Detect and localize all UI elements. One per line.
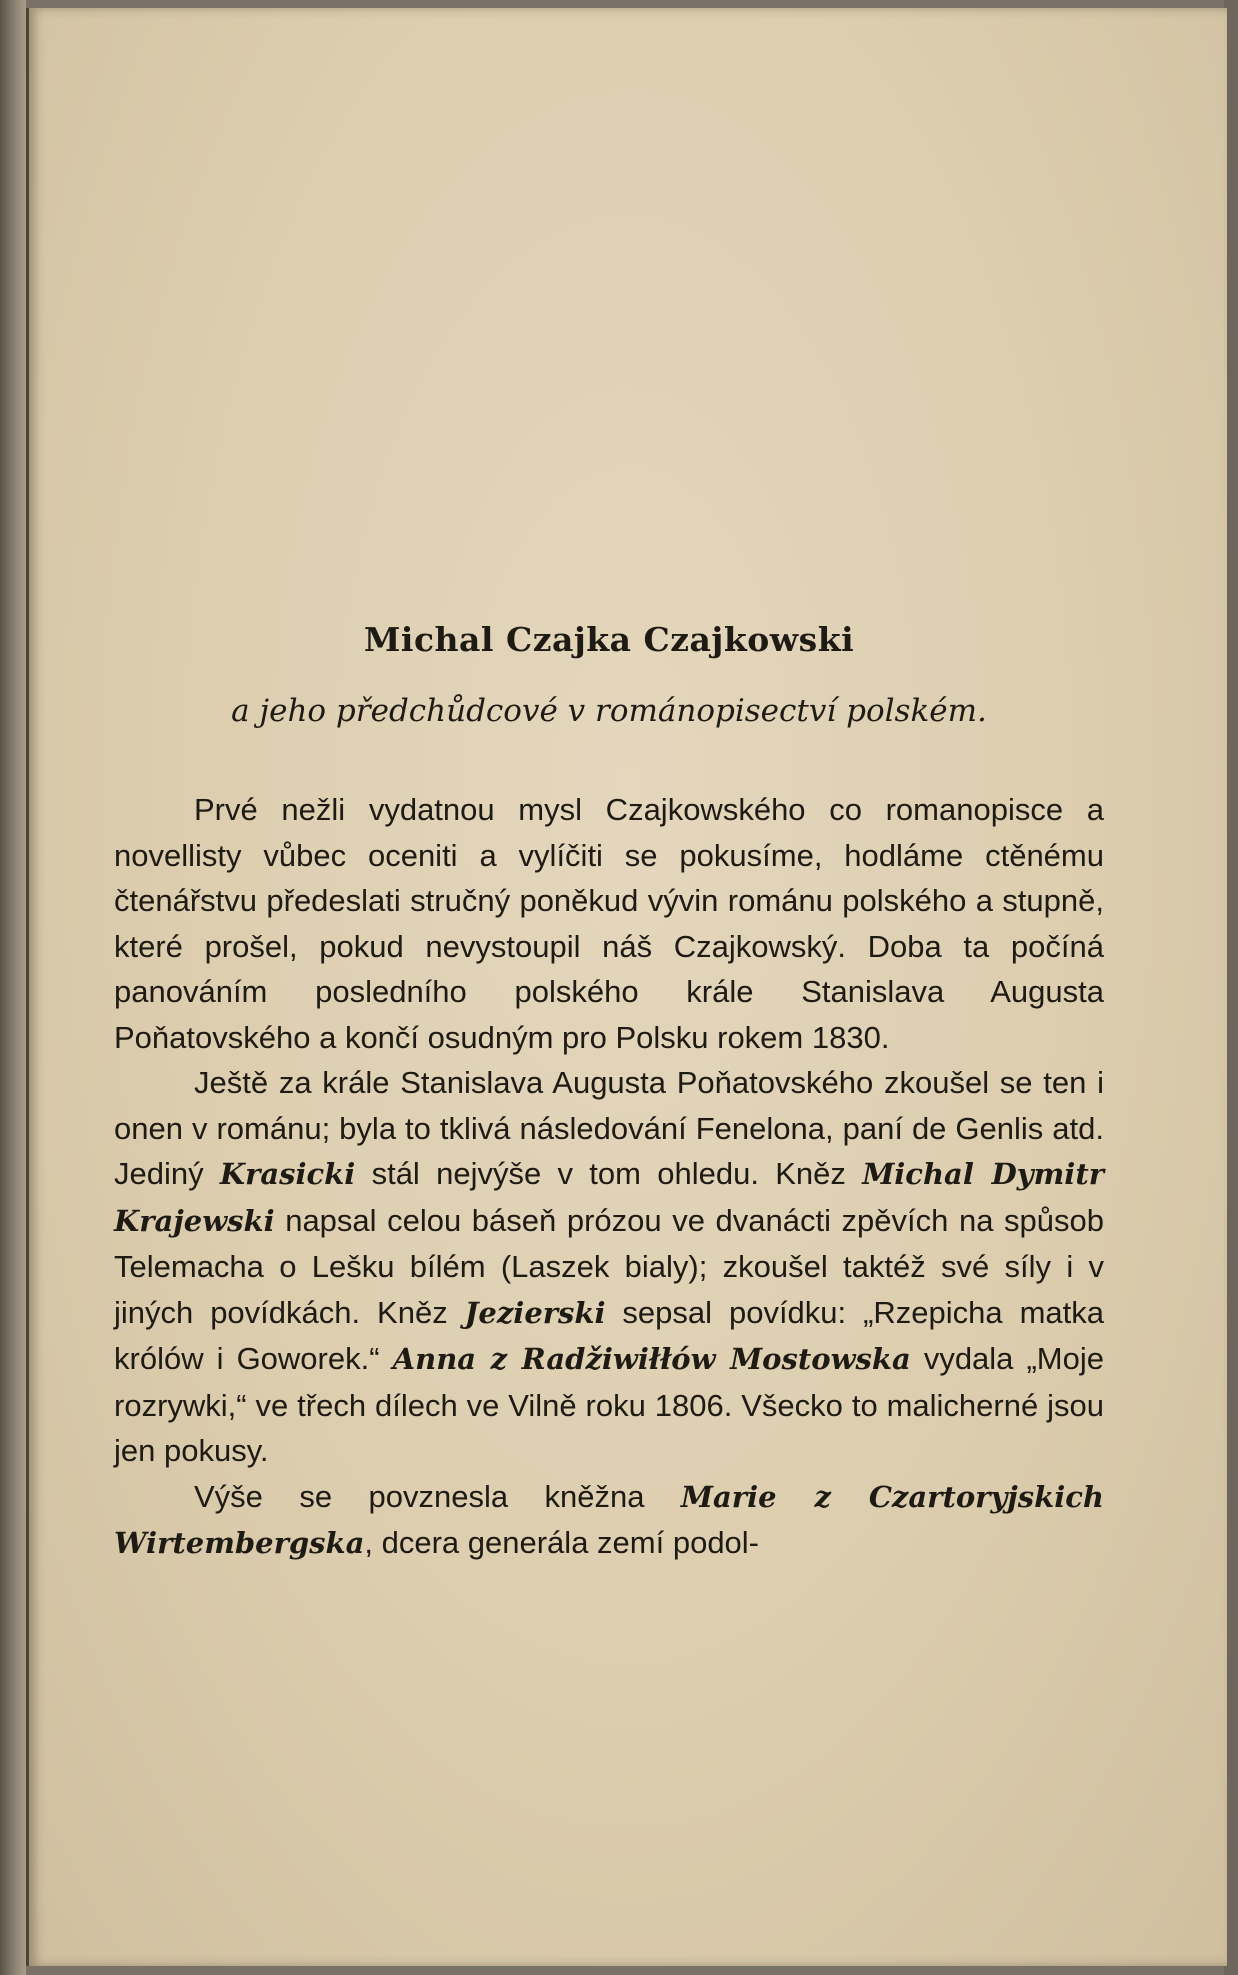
paragraph-text: sepsal povídku: „Rzepicha matka królów i Goworek.“ <box>114 1294 1104 1376</box>
paragraph-intro <box>114 787 1104 1060</box>
paragraph-text: stál nejvýše v tom ohledu. Kněz <box>355 1156 863 1191</box>
author-name: Anna z Radžiwiłłów Mostowska <box>392 1342 911 1376</box>
paragraph-text: , dcera generála zemí podol- <box>364 1525 760 1560</box>
book-binding-edge <box>0 0 26 1975</box>
paragraph-text: Výše se povznesla kněžna <box>194 1478 681 1514</box>
paragraph-early-novels <box>114 1060 1104 1474</box>
paragraph-wirtembergska <box>114 1474 1104 1567</box>
page-title: Michal Czajka Czajkowski <box>363 620 855 659</box>
page-subtitle: a jeho předchůdcové v románopisectví polském. <box>231 693 987 729</box>
author-name: Krasicki <box>219 1157 356 1191</box>
author-name: Michal Dymitr Krajewski <box>114 1157 1104 1238</box>
paragraph-text: Prvé nežli vydatnou mysl Czajkowského co romanopisce a novellisty vůbec oceniti a vylíčiti se pokusíme, hodláme ctěnému čtenářstvu předeslati stručný poněkud vývin románu polského a stupně, které prošel, pokud nevystoupil náš Czajkowský. Doba ta počíná panováním posledního polského krále Stanislava Augusta Poňatovského a končí osudným pro Polsku rokem 1830. <box>114 792 1104 1055</box>
paragraph-text: Ještě za krále Stanislava Augusta Poňatovského zkoušel se ten i onen v románu; byla to tklivá následování Fenelona, paní de Genlis atd. Jediný <box>114 1065 1104 1191</box>
paragraph-text: napsal celou báseň prózou ve dvanácti zpěvích na spůsob Telemacha o Lešku bílém (Laszek bialy); zkoušel taktéž své síly i v jiných povídkách. Kněz <box>114 1202 1104 1330</box>
page-content <box>114 620 1104 1567</box>
paragraph-text: vydala „Moje rozrywki,“ ve třech dílech ve Vilně roku 1806. Všecko to malicherné jsou jen pokusy. <box>114 1341 1104 1468</box>
author-name: Jezierski <box>464 1295 606 1330</box>
author-name: Marie z Czartoryjskich Wirtembergska <box>114 1479 1104 1560</box>
